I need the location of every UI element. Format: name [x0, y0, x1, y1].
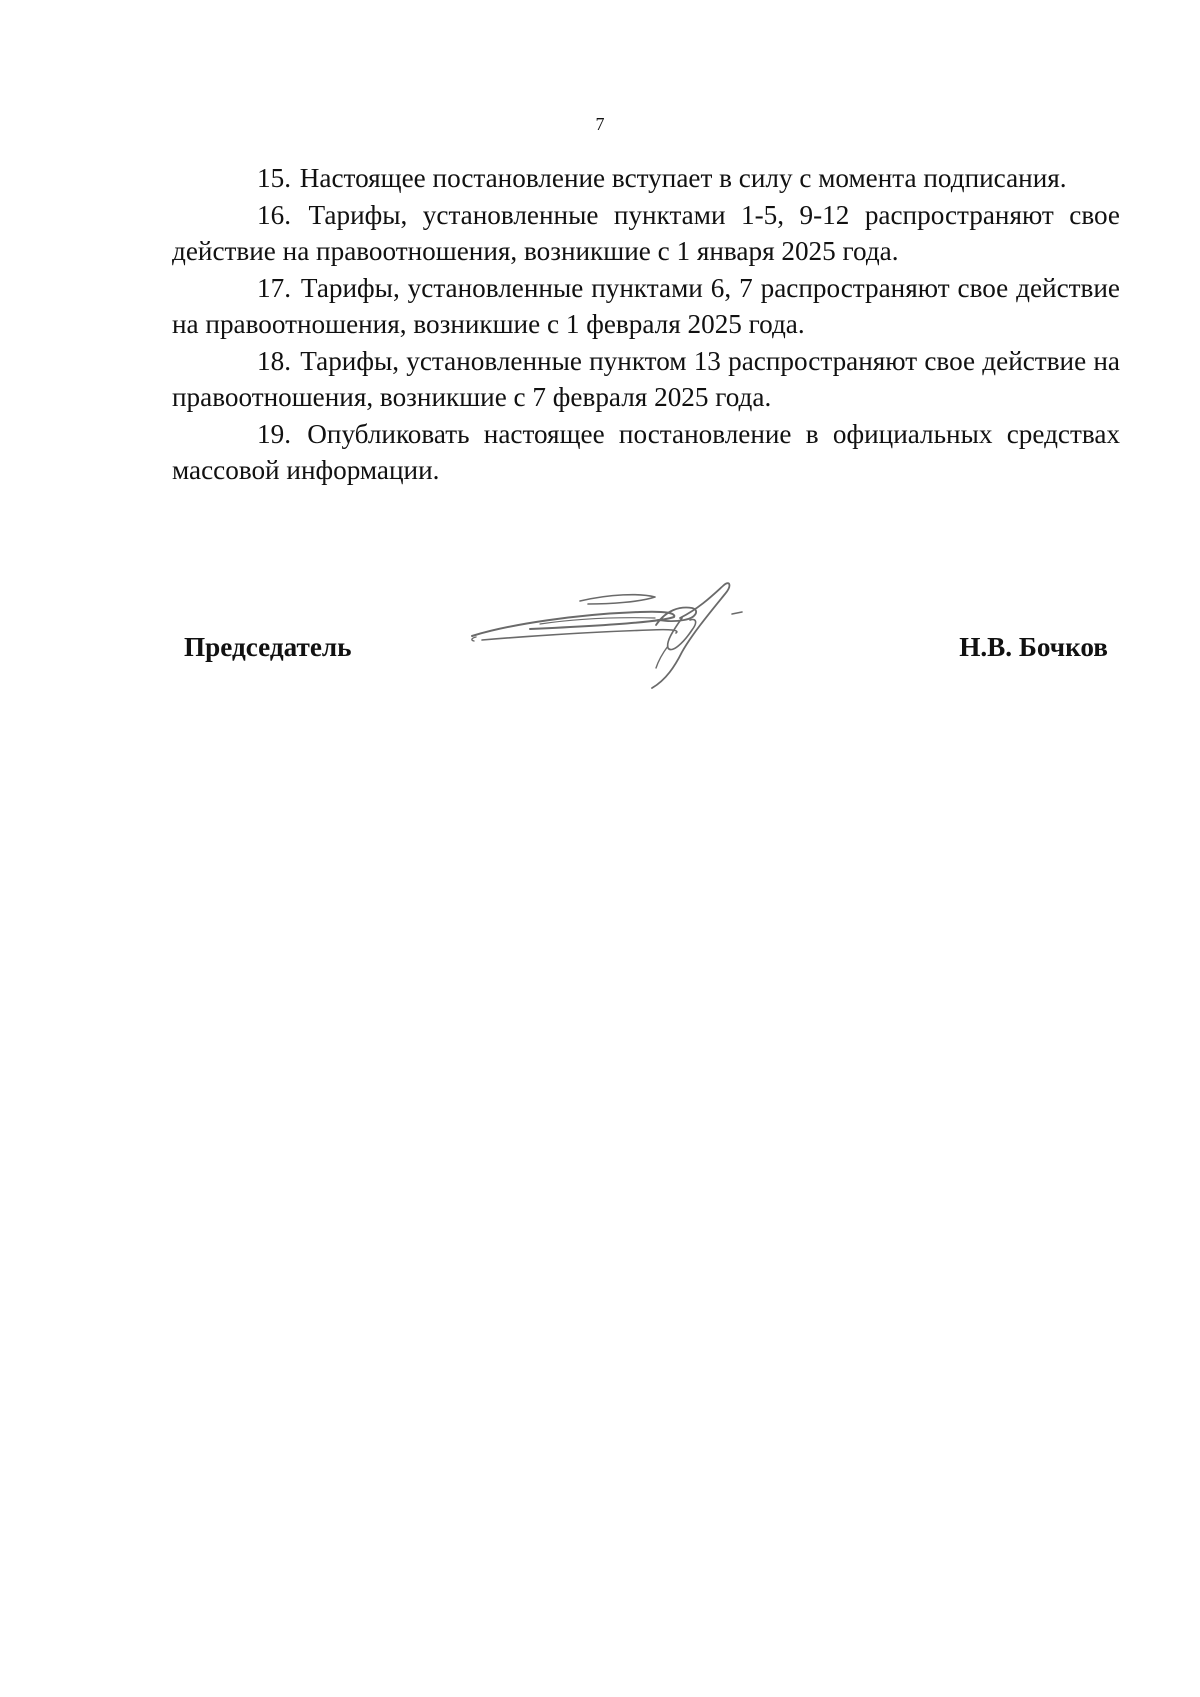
paragraph-number: 18.	[257, 345, 291, 376]
document-body	[172, 160, 1120, 489]
paragraph-number: 19.	[257, 418, 291, 449]
paragraph-number: 16.	[257, 199, 291, 230]
paragraph-number: 17.	[257, 272, 291, 303]
paragraph-text: Тарифы, установленные пунктами 1-5, 9-12 распространяют свое действие на правоотношения, возникшие с 1 января 2025 года.	[172, 199, 1121, 266]
paragraph-text: Тарифы, установленные пунктом 13 распространяют свое действие на правоотношения, возникшие с 7 февраля 2025 года.	[172, 345, 1120, 412]
signer-title: Председатель	[184, 632, 352, 662]
paragraph-number: 15.	[257, 163, 291, 193]
paragraph-17	[172, 270, 1120, 343]
handwritten-signature	[470, 580, 790, 690]
paragraph-text: Настоящее постановление вступает в силу с момента подписания.	[299, 163, 1067, 193]
page-number: 7	[595, 114, 605, 134]
paragraph-text: Опубликовать настоящее постановление в официальных средствах массовой информации.	[172, 418, 1120, 485]
signer-name: Н.В. Бочков	[959, 632, 1108, 662]
signature-block	[0, 580, 1200, 690]
paragraph-18	[172, 343, 1120, 416]
paragraph-text: Тарифы, установленные пунктами 6, 7 распространяют свое действие на правоотношения, возникшие с 1 февраля 2025 года.	[172, 272, 1121, 339]
paragraph-15	[172, 160, 1120, 197]
paragraph-16	[172, 197, 1120, 270]
paragraph-19	[172, 416, 1120, 489]
